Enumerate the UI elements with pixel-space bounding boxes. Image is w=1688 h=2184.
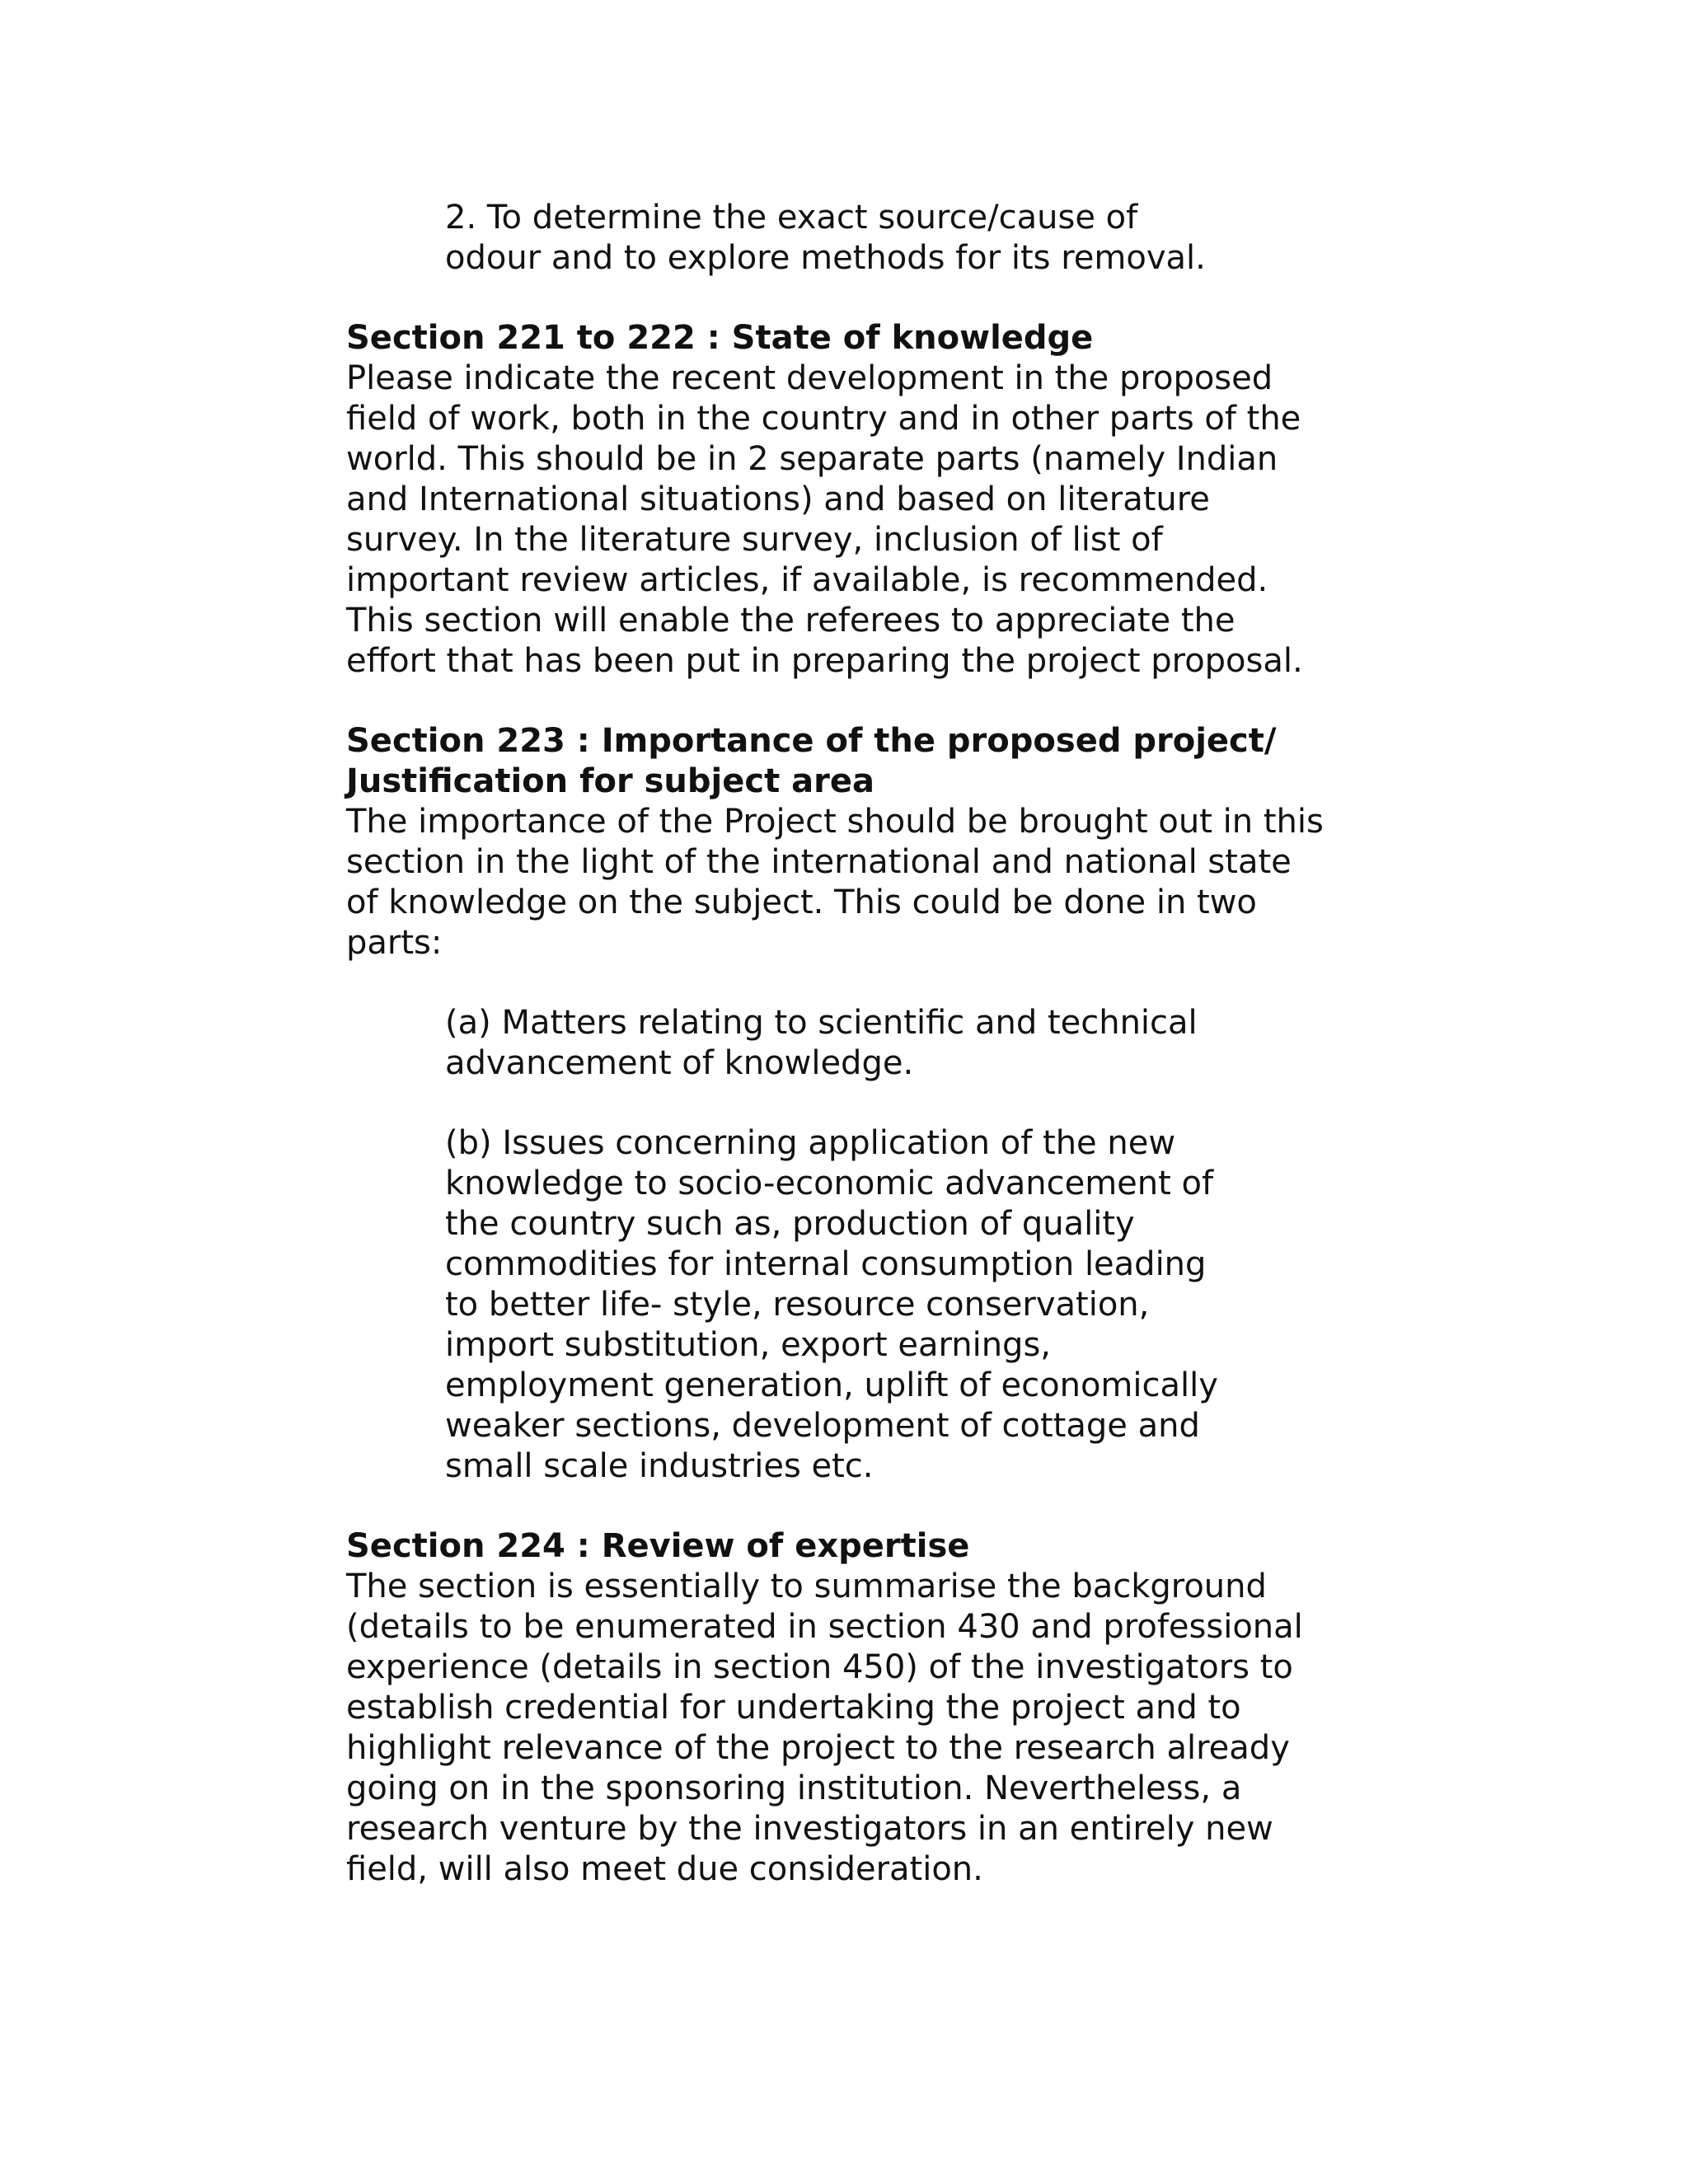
spacer: [346, 682, 1368, 721]
section-body-review-of-expertise: The section is essentially to summarise the background (details to be enumerated in section 430 and professional experience (details in section 450) of the investigators to establish credential for undertaking the project and to highlight relevance of the project to the research already going on in the sponsoring institution. Nevertheless, a research venture by the investigators in an entirely new field, will also meet due consideration.: [346, 1568, 1303, 1888]
document-page: [346, 198, 1368, 1890]
spacer: [346, 1487, 1368, 1526]
spacer: [346, 279, 1368, 318]
importance-item-b: (b) Issues concerning application of the new knowledge to socio-economic advancement of the country such as, production of quality commodities for internal consumption leading to better life- style, resource conservation, import substitution, export earnings, employment generation, uplift of economically weaker sections, development of cottage and small scale industries etc.: [445, 1124, 1218, 1485]
section-heading-state-of-knowledge: Section 221 to 222 : State of knowledge: [346, 319, 1094, 357]
section-heading-review-of-expertise: Section 224 : Review of expertise: [346, 1527, 970, 1565]
section-body-state-of-knowledge: Please indicate the recent development in the proposed field of work, both in the country and in other parts of the world. This should be in 2 separate parts (namely Indian and International situations) and based on literature survey. In the literature survey, inclusion of list of important review articles, if available, is recommended. This section will enable the referees to appreciate the effort that has been put in preparing the project proposal.: [346, 359, 1303, 680]
spacer: [346, 963, 1368, 1003]
objective-item-2: 2. To determine the exact source/cause of odour and to explore methods for its removal.: [445, 199, 1206, 277]
importance-item-a: (a) Matters relating to scientific and technical advancement of knowledge.: [445, 1004, 1198, 1082]
section-body-importance: The importance of the Project should be brought out in this section in the light of the international and national state of knowledge on the subject. This could be done in two parts:: [346, 803, 1324, 962]
spacer: [346, 1084, 1368, 1123]
section-heading-importance: Section 223 : Importance of the proposed project/ Justification for subject area: [346, 722, 1277, 800]
